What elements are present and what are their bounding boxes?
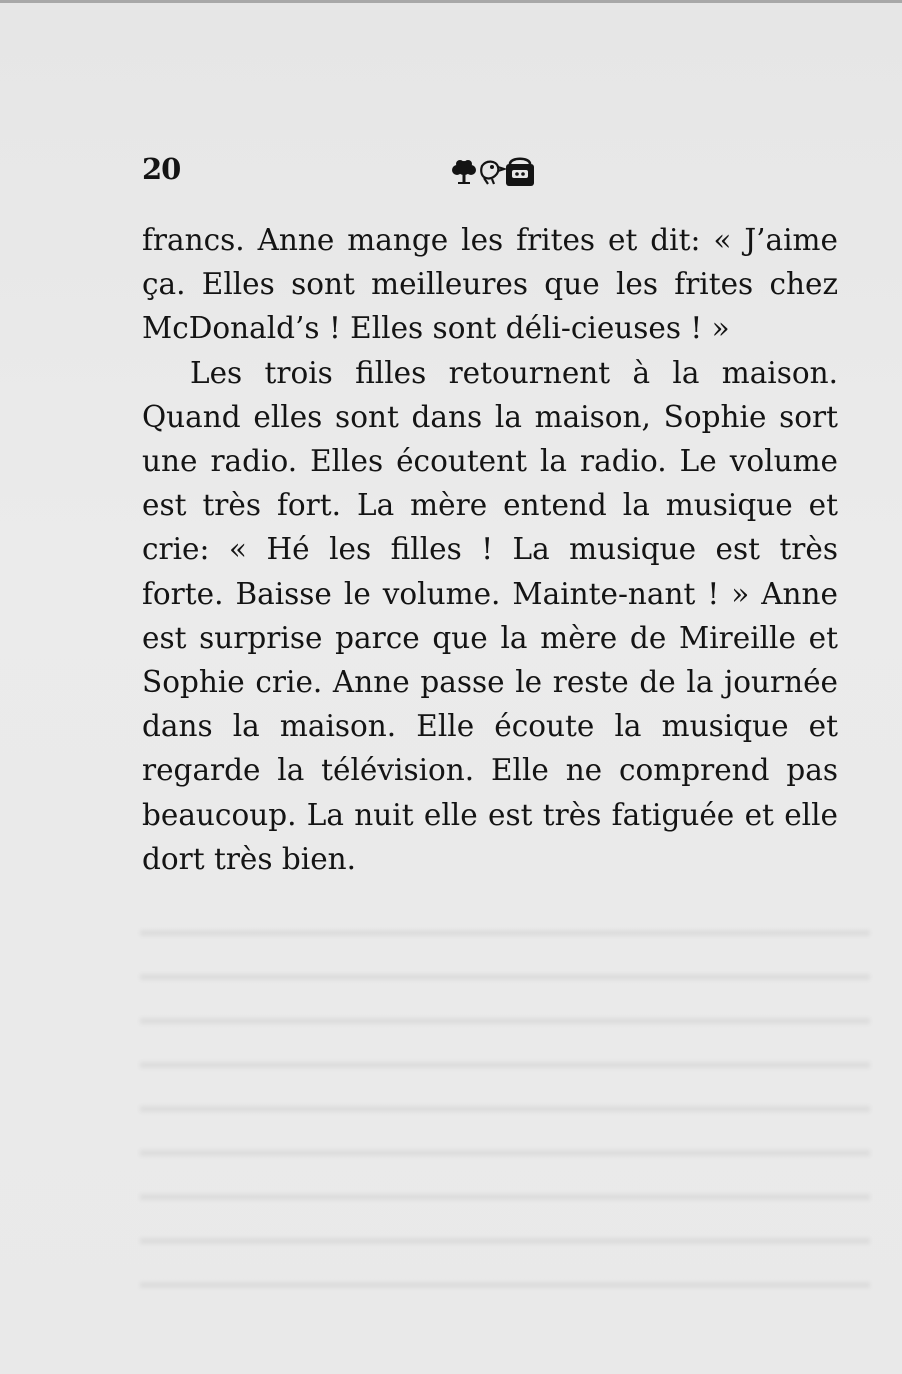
page-header (142, 152, 838, 192)
tree-bird-bag-ornament-icon (448, 154, 544, 188)
paragraph-1: francs. Anne mange les frites et dit: « J’aime ça. Elles sont meilleures que les frites chez McDonald’s ! Elles sont déli-cieuses ! » (142, 223, 838, 346)
show-through-bleed (140, 930, 870, 1290)
body-text (142, 218, 838, 881)
paragraph-2: Les trois filles retournent à la maison. Quand elles sont dans la maison, Sophie sort une radio. Elles écoutent la radio. Le volume est très fort. La mère entend la musique et crie: « Hé les filles ! La musique est très forte. Baisse le volume. Mainte-nant ! » Anne est surprise parce que la mère de Mireille et Sophie crie. Anne passe le reste de la journée dans la maison. Elle écoute la musique et regarde la télévision. Elle ne comprend pas beaucoup. La nuit elle est très fatiguée et elle dort très bien. (142, 355, 838, 876)
page-number: 20 (142, 152, 181, 186)
page-top-edge (0, 0, 902, 3)
